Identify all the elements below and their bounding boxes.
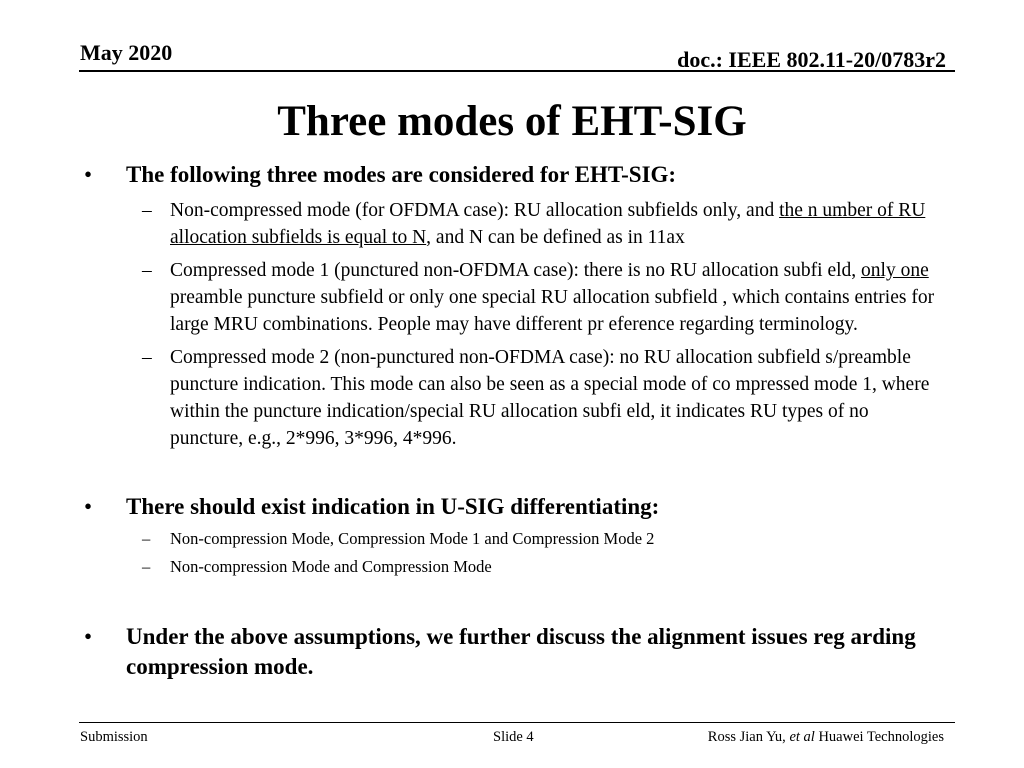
sub-bullet-underlined-text: the n umber of RU allocation subfields is equal to N <box>170 200 926 248</box>
header-date: May 2020 <box>80 40 173 65</box>
slide-title: Three modes of EHT-SIG <box>277 98 747 145</box>
sub-bullet-text-part1: Non-compressed mode (for OFDMA case): RU allocation subfields only, and <box>170 200 780 221</box>
footer-org: Huawei Technologies <box>814 729 944 745</box>
bullet-text: Under the above assumptions, we further discuss the alignment issues reg arding compression mode. <box>126 624 916 679</box>
footer-divider <box>79 722 955 723</box>
bullet-text: There should exist indication in U-SIG differentiating: <box>126 494 660 519</box>
sub-bullet-non-compressed <box>84 197 944 251</box>
sub-bullet-compressed-mode-2 <box>84 344 944 452</box>
bullet-modes <box>84 160 944 190</box>
bullet-marker: • <box>84 162 93 187</box>
footer-author <box>708 729 944 746</box>
bullet-text: The following three modes are considered for EHT-SIG: <box>126 162 677 187</box>
dash-marker: – <box>142 200 152 221</box>
sub-bullet-text-part3: preamble puncture subfield or only one special RU allocation subfield , which contains entries for large MRU combinations. People may have different pr eference regarding terminology. <box>170 287 935 335</box>
header-divider <box>79 70 955 72</box>
footer-author-name: Ross Jian Yu, <box>707 729 790 745</box>
sub-bullet-compressed-mode-1 <box>84 257 944 338</box>
sub-bullet-text: Compressed mode 2 (non-punctured non-OFDMA case): no RU allocation subfield s/preamble puncture indication. This mode can also be seen as a special mode of co mpressed mode 1, where within the puncture indication/special RU allocation subfi eld, it indicates RU types of no puncture, e.g., 2*996, 3*996, 4*996. <box>170 347 930 449</box>
footer-slide-number: Slide 4 <box>493 729 534 745</box>
sub-bullet-text: Non-compression Mode and Compression Mode <box>170 557 492 576</box>
bullet-marker: • <box>84 624 93 649</box>
header-doc-id: doc.: IEEE 802.11-20/0783r2 <box>677 47 946 72</box>
dash-marker: – <box>142 529 151 548</box>
slide-body <box>84 160 944 682</box>
sub-bullet-underlined-text: only one <box>861 260 929 281</box>
bullet-further-discussion <box>84 622 944 682</box>
footer-submission: Submission <box>80 729 148 745</box>
sub-bullet-two-modes <box>84 554 944 580</box>
sub-bullet-text: Non-compression Mode, Compression Mode 1 and Compression Mode 2 <box>170 529 655 548</box>
sub-bullet-text-part3: , and N can be defined as in 11ax <box>426 227 685 248</box>
sub-bullet-three-modes <box>84 526 944 552</box>
sub-bullet-text-part1: Compressed mode 1 (punctured non-OFDMA case): there is no RU allocation subfi eld, <box>170 260 862 281</box>
bullet-marker: • <box>84 494 93 519</box>
footer-author-etal: et al <box>789 729 815 745</box>
dash-marker: – <box>142 260 152 281</box>
dash-marker: – <box>142 347 152 368</box>
dash-marker: – <box>142 557 151 576</box>
bullet-u-sig-indication <box>84 492 944 522</box>
